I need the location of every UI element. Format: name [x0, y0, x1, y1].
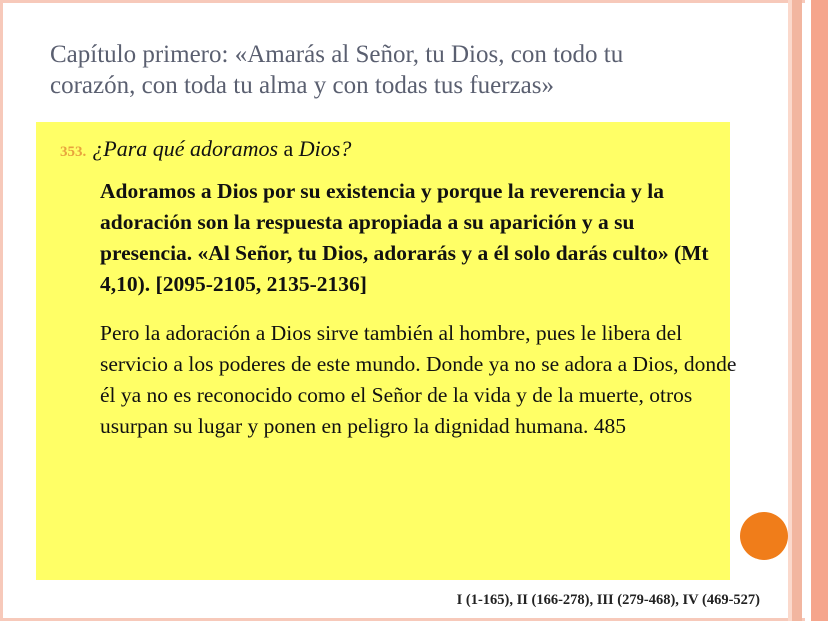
- decor-stripe-inner: [792, 0, 802, 621]
- question-number: 353.: [60, 144, 87, 160]
- footer-reference: I (1-165), II (166-278), III (279-468), IV (469-527): [456, 592, 760, 608]
- left-border-line: [0, 0, 3, 621]
- question-text-part-2: a: [278, 136, 299, 161]
- question-text-part-1: ¿Para qué adoramos: [92, 136, 279, 161]
- question-text-part-3: Dios?: [298, 136, 352, 161]
- decor-circle: [740, 512, 788, 560]
- question-text: [92, 136, 351, 162]
- answer-primary: Adoramos a Dios por su existencia y porque la reverencia y la adoración son la respuesta apropiada a su aparición y a su presencia. «Al Señor, tu Dios, adorarás y a él solo darás culto» (Mt 4,10). [2095-2105, 2135-2136]: [100, 179, 709, 296]
- decor-stripe-outer: [811, 0, 828, 621]
- question-line: [56, 136, 710, 162]
- page-title: Capítulo primero: «Amarás al Señor, tu Dios, con todo tu corazón, con toda tu alma y con todas tus fuerzas»: [50, 41, 624, 99]
- content-panel: [36, 122, 737, 580]
- answer-secondary: Pero la adoración a Dios sirve también al hombre, pues le libera del servicio a los poderes de este mundo. Donde ya no se adora a Dios, donde él ya no es reconocido como el Señor de la vida y de la muerte, otros usurpan su lugar y ponen en peligro la dignidad humana. 485: [100, 320, 737, 439]
- top-border-line: [0, 0, 828, 3]
